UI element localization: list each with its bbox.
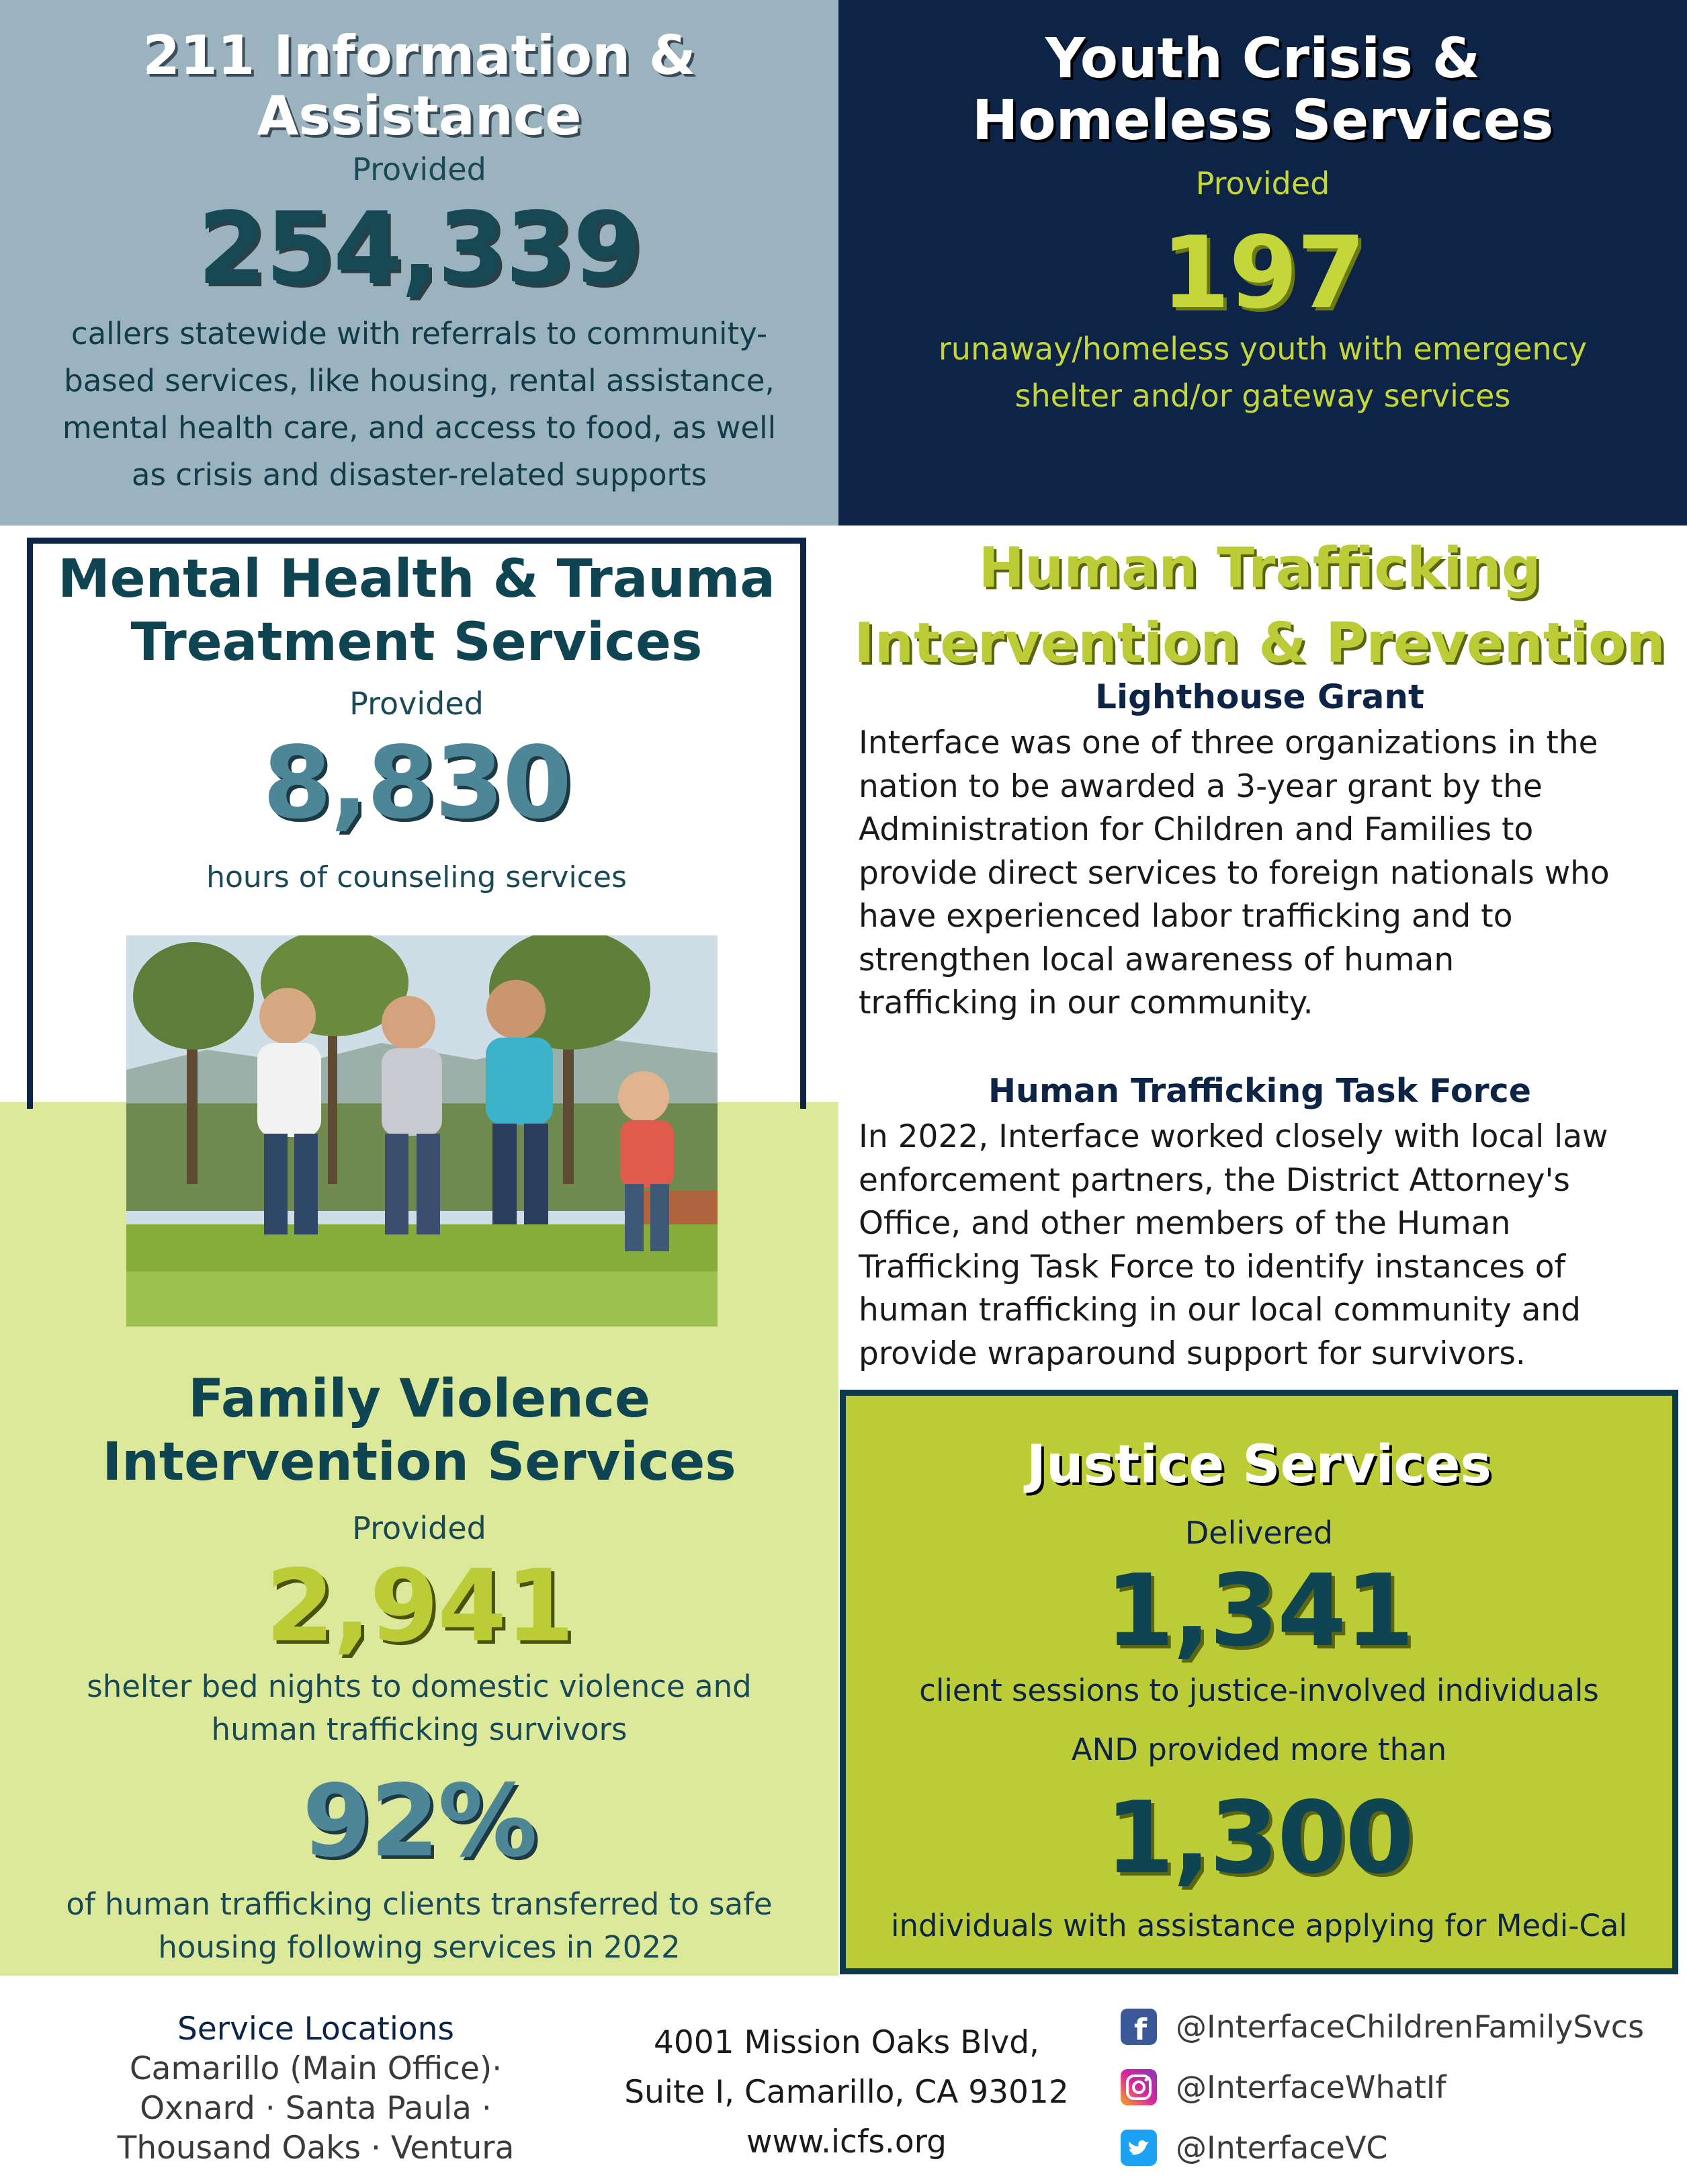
task-force-line: enforcement partners, the District Attorney's <box>859 1161 1570 1199</box>
website-link[interactable]: www.icfs.org <box>746 2124 947 2160</box>
instagram-icon <box>1121 2069 1157 2105</box>
info-211-panel <box>0 0 838 526</box>
task-force-heading: Human Trafficking Task Force <box>988 1072 1531 1110</box>
family-violence-number: 2,941 <box>265 1548 574 1664</box>
info-211-description <box>0 310 838 499</box>
justice-and-text: AND provided more than <box>1071 1732 1447 1767</box>
info-211-desc-line: as crisis and disaster-related supports <box>131 457 707 493</box>
address-block <box>578 2018 1115 2167</box>
svg-text:f: f <box>1134 2013 1148 2045</box>
lighthouse-line: trafficking in our community. <box>859 984 1313 1021</box>
info-211-title-line1: 211 Information & <box>142 24 696 87</box>
human-trafficking-title-line2: Intervention & Prevention <box>854 612 1666 675</box>
children-playing-illustration <box>126 935 718 1327</box>
human-trafficking-title <box>840 531 1680 681</box>
youth-number: 197 <box>1161 215 1365 331</box>
address-line: 4001 Mission Oaks Blvd, <box>653 2024 1039 2061</box>
mental-health-title-line2: Treatment Services <box>130 612 703 673</box>
lighthouse-line: nation to be awarded a 3-year grant by the <box>859 767 1543 805</box>
task-force-line: Trafficking Task Force to identify instances of <box>859 1248 1566 1286</box>
youth-title-line2: Homeless Services <box>971 89 1554 153</box>
human-trafficking-title-line1: Human Trafficking <box>978 536 1541 600</box>
family-violence-title-line1: Family Violence <box>188 1369 650 1429</box>
youth-title <box>838 28 1687 152</box>
mental-health-title-line1: Mental Health & Trauma <box>58 549 775 610</box>
youth-desc-line: runaway/homeless youth with emergency <box>938 331 1588 367</box>
address-line: Suite I, Camarillo, CA 93012 <box>624 2074 1069 2111</box>
family-violence-desc-line: human trafficking survivors <box>211 1712 628 1747</box>
info-211-title <box>0 26 838 146</box>
service-locations-heading: Service Locations <box>177 2011 454 2048</box>
family-violence-percent-line: of human trafficking clients transferred to safe <box>66 1886 773 1922</box>
instagram-handle[interactable]: @InterfaceWhatIf <box>1176 2069 1446 2105</box>
family-violence-title-line2: Intervention Services <box>102 1432 736 1493</box>
task-force-line: human trafficking in our local community and <box>859 1292 1582 1329</box>
social-instagram[interactable] <box>1121 2066 1685 2108</box>
justice-title: Justice Services <box>1027 1435 1491 1495</box>
youth-title-line1: Youth Crisis & <box>1045 27 1481 91</box>
lighthouse-grant-heading: Lighthouse Grant <box>1095 677 1424 716</box>
facebook-handle[interactable]: @InterfaceChildrenFamilySvcs <box>1176 2009 1645 2045</box>
justice-sessions-description: client sessions to justice-involved individuals <box>919 1673 1599 1708</box>
lighthouse-line: have experienced labor trafficking and to <box>859 898 1513 935</box>
service-locations <box>81 2009 551 2168</box>
service-location-line: Camarillo (Main Office)· <box>129 2050 503 2087</box>
twitter-icon <box>1121 2130 1157 2166</box>
family-violence-percent-description <box>0 1883 838 1969</box>
youth-provided: Provided <box>1195 165 1330 202</box>
justice-number-medical: 1,300 <box>1105 1780 1414 1896</box>
family-violence-provided: Provided <box>352 1510 486 1546</box>
task-force-line: provide wraparound support for survivors. <box>859 1335 1526 1372</box>
justice-medical-description: individuals with assistance applying for Medi-Cal <box>890 1908 1628 1943</box>
info-211-desc-line: mental health care, and access to food, as well <box>62 410 777 446</box>
info-211-provided: Provided <box>352 151 486 187</box>
family-violence-percent-line: housing following services in 2022 <box>158 1929 681 1965</box>
family-violence-description <box>0 1665 838 1751</box>
social-facebook[interactable] <box>1121 2006 1685 2048</box>
service-location-line: Thousand Oaks · Ventura <box>117 2130 515 2167</box>
task-force-line: In 2022, Interface worked closely with local law <box>859 1118 1608 1155</box>
lighthouse-line: Interface was one of three organizations in the <box>859 724 1598 761</box>
family-violence-percent: 92% <box>302 1763 537 1879</box>
twitter-handle[interactable]: @InterfaceVC <box>1176 2130 1388 2166</box>
lighthouse-line: strengthen local awareness of human <box>859 941 1455 978</box>
youth-desc-line: shelter and/or gateway services <box>1014 378 1511 414</box>
task-force-body <box>859 1116 1678 1376</box>
youth-description <box>838 325 1687 419</box>
info-211-title-line2: Assistance <box>257 85 582 147</box>
mental-health-provided: Provided <box>349 685 484 722</box>
lighthouse-grant-body <box>859 722 1678 1025</box>
social-links <box>1121 2006 1685 2169</box>
youth-panel <box>838 0 1687 526</box>
lighthouse-line: Administration for Children and Families to <box>859 811 1534 848</box>
service-location-line: Oxnard · Santa Paula · <box>140 2090 492 2127</box>
justice-delivered: Delivered <box>1184 1515 1334 1551</box>
info-211-number: 254,339 <box>197 191 642 306</box>
lighthouse-line: provide direct services to foreign nationals who <box>859 854 1610 892</box>
facebook-icon <box>1121 2009 1157 2045</box>
justice-panel <box>840 1390 1678 1974</box>
mental-health-number: 8,830 <box>262 725 571 841</box>
children-playing-photo <box>126 935 718 1327</box>
family-violence-title <box>0 1368 838 1494</box>
task-force-line: Office, and other members of the Human <box>859 1205 1511 1242</box>
justice-number-sessions: 1,341 <box>1105 1553 1414 1669</box>
info-211-desc-line: callers statewide with referrals to community- <box>71 316 768 351</box>
family-violence-desc-line: shelter bed nights to domestic violence and <box>87 1669 752 1704</box>
info-211-desc-line: based services, like housing, rental assistance, <box>64 363 775 398</box>
mental-health-title <box>27 548 806 674</box>
mental-health-description: hours of counseling services <box>206 860 627 894</box>
social-twitter[interactable] <box>1121 2127 1685 2169</box>
